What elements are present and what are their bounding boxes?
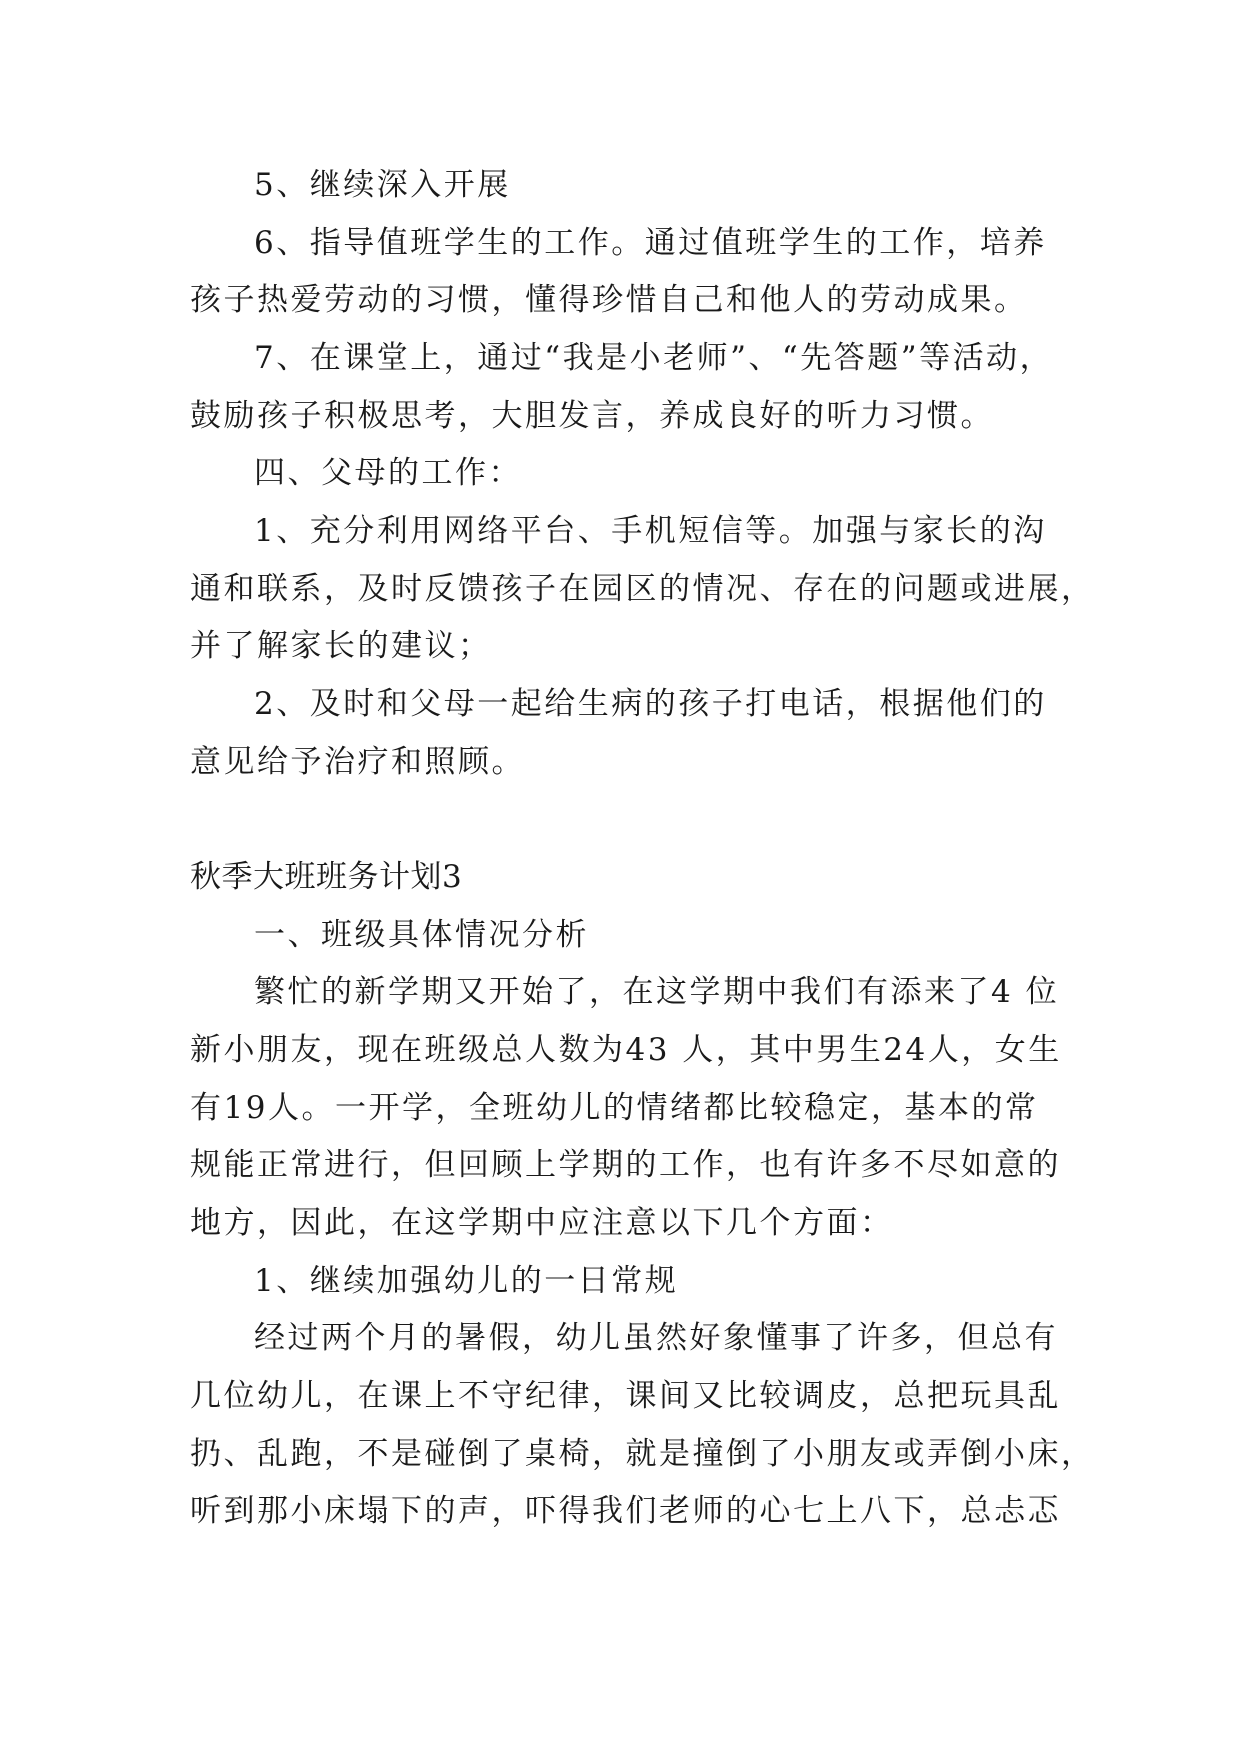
paragraph-line: 扔、乱跑，不是碰倒了桌椅，就是撞倒了小朋友或弄倒小床， bbox=[190, 1436, 1095, 1472]
section-heading-class-analysis: 一、班级具体情况分析 bbox=[254, 917, 589, 953]
paragraph-line: 鼓励孩子积极思考，大胆发言，养成良好的听力习惯。 bbox=[190, 398, 994, 434]
paragraph-line: 规能正常进行，但回顾上学期的工作，也有许多不尽如意的 bbox=[190, 1147, 1061, 1183]
paragraph-line-item-2: 2、及时和父母一起给生病的孩子打电话，根据他们的 bbox=[254, 686, 1047, 722]
paragraph-line: 意见给予治疗和照顾。 bbox=[190, 744, 525, 780]
paragraph-line-item-6: 6、指导值班学生的工作。通过值班学生的工作，培养 bbox=[254, 225, 1047, 261]
paragraph-line: 有19人。一开学，全班幼儿的情绪都比较稳定，基本的常 bbox=[190, 1090, 1039, 1126]
paragraph-line: 孩子热爱劳动的习惯，懂得珍惜自己和他人的劳动成果。 bbox=[190, 282, 1028, 318]
section-heading-parents: 四、父母的工作： bbox=[254, 455, 522, 491]
paragraph-line-item-1: 1、充分利用网络平台、手机短信等。加强与家长的沟 bbox=[254, 513, 1047, 549]
subsection-heading-routine: 1、继续加强幼儿的一日常规 bbox=[254, 1263, 679, 1299]
paragraph-line: 繁忙的新学期又开始了，在这学期中我们有添来了4 位 bbox=[254, 974, 1060, 1010]
paragraph-line: 通和联系，及时反馈孩子在园区的情况、存在的问题或进展， bbox=[190, 571, 1095, 607]
document-title: 秋季大班班务计划3 bbox=[190, 859, 463, 895]
paragraph-line: 经过两个月的暑假，幼儿虽然好象懂事了许多，但总有 bbox=[254, 1320, 1058, 1356]
paragraph-line: 地方，因此，在这学期中应注意以下几个方面： bbox=[190, 1205, 894, 1241]
paragraph-line: 新小朋友，现在班级总人数为43 人，其中男生24人，女生 bbox=[190, 1032, 1062, 1068]
paragraph-line: 几位幼儿，在课上不守纪律，课间又比较调皮，总把玩具乱 bbox=[190, 1378, 1061, 1414]
paragraph-line-item-7: 7、在课堂上，通过“我是小老师”、“先答题”等活动， bbox=[254, 340, 1054, 376]
paragraph-line: 并了解家长的建议； bbox=[190, 628, 492, 664]
paragraph-line: 听到那小床塌下的声，吓得我们老师的心七上八下，总忐忑 bbox=[190, 1493, 1061, 1529]
paragraph-line-item-5: 5、继续深入开展 bbox=[254, 167, 511, 203]
